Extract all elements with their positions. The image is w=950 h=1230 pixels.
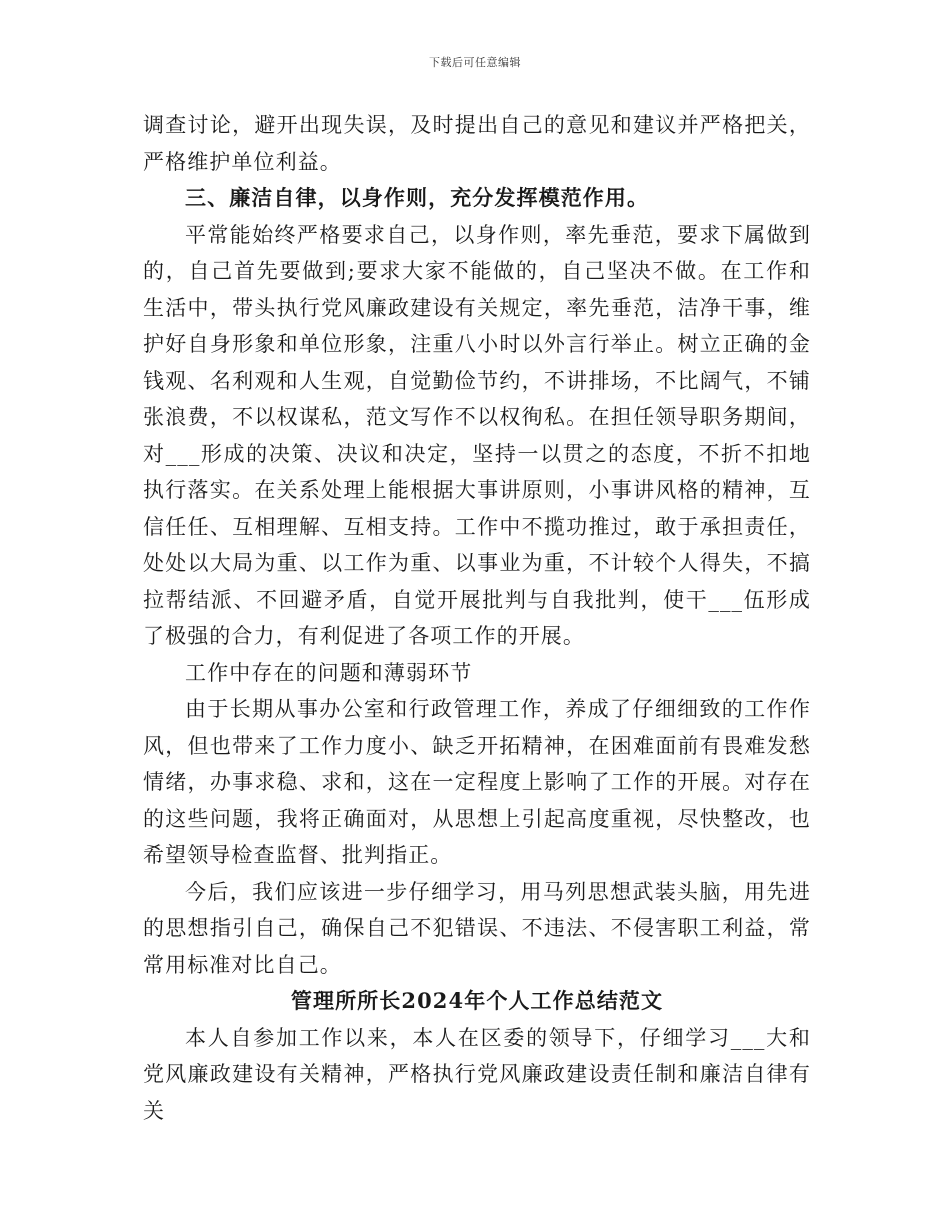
subheading-problems: 工作中存在的问题和薄弱环节 — [185, 660, 473, 685]
paragraph-self-discipline: 平常能始终严格要求自己，以身作则，率先垂范，要求下属做到的，自己首先要做到;要求大家不能做的，自己坚决不做。在工作和生活中，带头执行党风廉政建设有关规定，率先垂范，洁净干事，维护好自身形象和单位形象，注重八小时以外言行举止。树立正确的金钱观、名利观和人生观，自觉勤俭节约，不讲排场，不比阔气，不铺张浪费，不以权谋私，范文写作不以权徇私。在担任领导职务期间，对___形成的决策、决议和决定，坚持一以贯之的态度，不折不扣地执行落实。在关系处理上能根据大事讲原则，小事讲风格的精神，互信任任、互相理解、互相支持。工作中不揽功推过，敢于承担责任，处处以大局为重、以工作为重、以事业为重，不计较个人得失，不搞拉帮结派、不回避矛盾，自觉开展批判与自我批判，使干___伍形成了极强的合力，有利促进了各项工作的开展。 — [143, 222, 811, 648]
paragraph-intro: 本人自参加工作以来，本人在区委的领导下，仔细学习___大和党风廉政建设有关精神，严格执行党风廉政建设责任制和廉洁自律有关 — [143, 1025, 811, 1123]
section-heading: 三、廉洁自律，以身作则，充分发挥模范作用。 — [185, 185, 650, 210]
document-title: 管理所所长2024年个人工作总结范文 — [290, 988, 664, 1013]
document-body — [143, 107, 811, 1129]
header-note: 下载后可任意编辑 — [429, 56, 521, 69]
paragraph-continuation: 调查讨论，避开出现失误，及时提出自己的意见和建议并严格把关，严格维护单位利益。 — [143, 113, 811, 174]
paragraph-problems: 由于长期从事办公室和行政管理工作，养成了仔细细致的工作作风，但也带来了工作力度小、缺乏开拓精神，在困难面前有畏难发愁情绪，办事求稳、求和，这在一定程度上影响了工作的开展。对存在的这些问题，我将正确面对，从思想上引起高度重视，尽快整改，也希望领导检查监督、批判指正。 — [143, 697, 811, 867]
paragraph-future: 今后，我们应该进一步仔细学习，用马列思想武装头脑，用先进的思想指引自己，确保自己不犯错误、不违法、不侵害职工利益，常常用标准对比自己。 — [143, 879, 811, 977]
